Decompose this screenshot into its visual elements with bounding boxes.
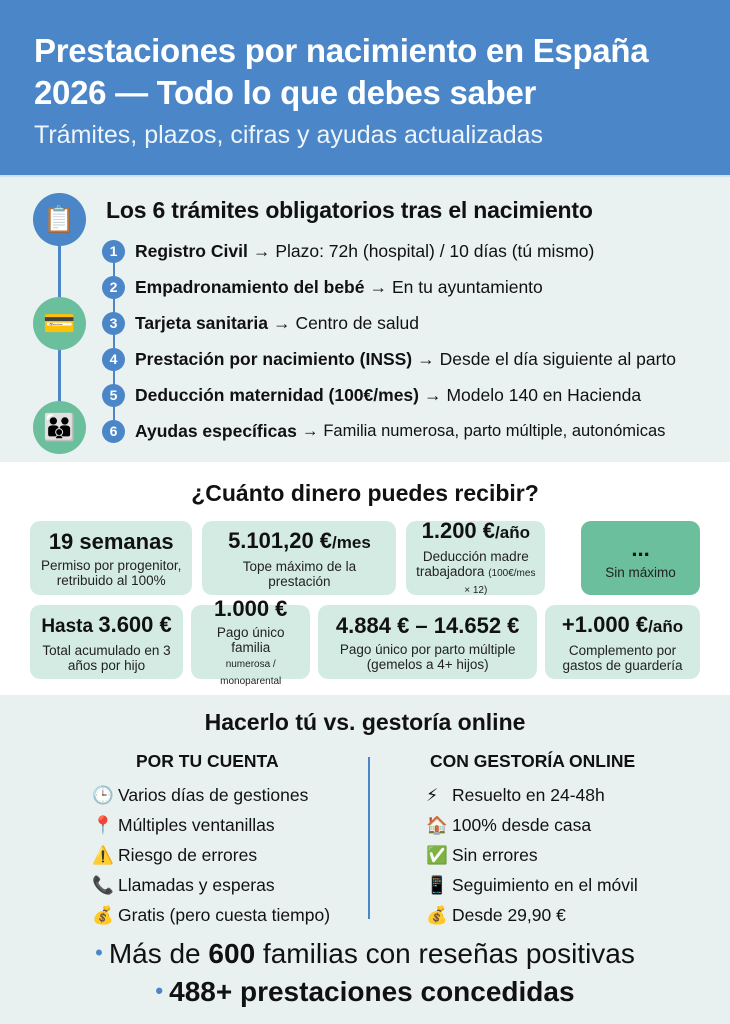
step-item bbox=[102, 341, 676, 377]
card-value bbox=[228, 528, 371, 556]
diy-item-text: Gratis (pero cuesta tiempo) bbox=[118, 905, 331, 925]
pin-icon: 📍 bbox=[92, 815, 114, 835]
money-section bbox=[0, 462, 730, 695]
card-value bbox=[422, 518, 530, 546]
cards-row-1 bbox=[0, 518, 730, 596]
step-number: 1 bbox=[102, 240, 125, 263]
step-name: Tarjeta sanitaria bbox=[135, 312, 268, 333]
reviews-stat bbox=[0, 935, 730, 972]
stat-card-highlight bbox=[581, 521, 700, 595]
stat-card bbox=[318, 605, 537, 679]
money-bag-icon: 💰 bbox=[92, 905, 114, 925]
card-description: Sin máximo bbox=[605, 565, 676, 580]
step-name: Ayudas específicas bbox=[135, 420, 297, 441]
diy-item bbox=[92, 900, 330, 930]
card-unit: /mes bbox=[332, 532, 371, 552]
gestoria-column bbox=[426, 751, 638, 930]
card-value: 19 semanas bbox=[48, 528, 174, 554]
granted-stat bbox=[0, 972, 730, 1011]
arrow-icon: → bbox=[272, 312, 291, 333]
arrow-icon: → bbox=[252, 240, 271, 261]
ellipsis-icon: ... bbox=[631, 536, 650, 561]
step-name: Prestación por nacimiento (INSS) bbox=[135, 348, 413, 369]
gestoria-item bbox=[426, 780, 638, 810]
card-desc-tiny: (100€/mes × 12) bbox=[464, 568, 536, 596]
step-number: 3 bbox=[102, 312, 125, 335]
reviews-post: familias con reseñas positivas bbox=[255, 938, 635, 969]
diy-item bbox=[92, 810, 330, 840]
money-title: ¿Cuánto dinero puedes recibir? bbox=[191, 480, 539, 506]
stat-card bbox=[406, 518, 545, 596]
gestoria-item bbox=[426, 810, 638, 840]
step-name: Registro Civil bbox=[135, 240, 248, 261]
cards-row-2 bbox=[0, 595, 730, 687]
title-line-1: Prestaciones por nacimiento en España bbox=[34, 32, 649, 69]
reviews-count: 600 bbox=[208, 938, 256, 969]
gestoria-item-text: Sin errores bbox=[452, 845, 538, 865]
steps-list bbox=[102, 233, 676, 449]
bullet-icon: • bbox=[155, 978, 164, 1003]
step-number: 5 bbox=[102, 384, 125, 407]
arrow-icon: → bbox=[417, 348, 435, 369]
diy-item-text: Llamadas y esperas bbox=[118, 875, 275, 895]
tramites-section bbox=[0, 175, 730, 462]
diy-item bbox=[92, 870, 330, 900]
gestoria-item bbox=[426, 840, 638, 870]
step-detail: Familia numerosa, parto múltiple, autonómicas bbox=[323, 421, 666, 440]
arrow-icon: → bbox=[369, 276, 387, 297]
page-subtitle: Trámites, plazos, cifras y ayudas actualizadas bbox=[34, 121, 544, 149]
arrow-icon: → bbox=[423, 384, 442, 405]
card-description: Complemento por gastos de guardería bbox=[562, 642, 683, 673]
step-item bbox=[102, 413, 676, 449]
card-amount: 3.600 € bbox=[98, 611, 172, 637]
clipboard-icon: 📋 bbox=[33, 193, 86, 246]
card-value: 1.000 € bbox=[214, 595, 288, 621]
card-description bbox=[197, 625, 304, 689]
card-description: Permiso por progenitor, retribuido al 100% bbox=[41, 557, 182, 588]
card-description: Total acumulado en 3 años por hijo bbox=[42, 642, 171, 673]
gestoria-item-text: 100% desde casa bbox=[452, 815, 592, 835]
card-description: Tope máximo de la prestación bbox=[242, 558, 357, 589]
diy-column bbox=[92, 751, 330, 930]
card-icon: 💳 bbox=[33, 297, 86, 350]
step-item bbox=[102, 305, 676, 341]
card-value bbox=[562, 612, 683, 640]
card-value: 4.884 € – 14.652 € bbox=[335, 612, 520, 638]
column-divider bbox=[368, 757, 370, 919]
social-proof bbox=[0, 935, 730, 1011]
diy-heading: POR TU CUENTA bbox=[136, 751, 279, 771]
step-item bbox=[102, 269, 676, 305]
step-detail: Plazo: 72h (hospital) / 10 días (tú mismo) bbox=[275, 240, 595, 261]
mobile-icon: 📱 bbox=[426, 875, 448, 895]
step-number: 4 bbox=[102, 348, 125, 371]
card-unit: /año bbox=[648, 616, 684, 636]
check-icon: ✅ bbox=[426, 845, 448, 865]
step-detail: Centro de salud bbox=[295, 312, 419, 333]
header-banner bbox=[0, 0, 730, 175]
family-icon: 👪 bbox=[33, 401, 86, 454]
card-amount: 5.101,20 € bbox=[228, 527, 333, 553]
page-title bbox=[34, 30, 696, 114]
gestoria-item-text: Desde 29,90 € bbox=[452, 905, 566, 925]
gestoria-item-text: Seguimiento en el móvil bbox=[452, 875, 638, 895]
bullet-icon: • bbox=[95, 940, 103, 965]
step-detail: Modelo 140 en Hacienda bbox=[446, 384, 642, 405]
gestoria-item bbox=[426, 870, 638, 900]
step-item bbox=[102, 233, 676, 269]
title-line-2: 2026 — Todo lo que debes saber bbox=[34, 74, 537, 111]
card-description bbox=[412, 549, 539, 598]
step-detail: En tu ayuntamiento bbox=[391, 276, 543, 297]
tramites-title: Los 6 trámites obligatorios tras el nacimiento bbox=[106, 197, 593, 223]
diy-item-text: Riesgo de errores bbox=[118, 845, 258, 865]
gestoria-item bbox=[426, 900, 638, 930]
card-desc-tiny: numerosa / monoparental bbox=[220, 658, 282, 687]
stat-card bbox=[30, 605, 183, 679]
step-detail: Desde el día siguiente al parto bbox=[439, 348, 677, 369]
step-number: 2 bbox=[102, 276, 125, 299]
warning-icon: ⚠️ bbox=[92, 845, 114, 865]
stat-card bbox=[30, 521, 192, 595]
house-icon: 🏠 bbox=[426, 815, 448, 835]
granted-text: 488+ prestaciones concedidas bbox=[169, 976, 575, 1007]
card-description: Pago único por parto múltiple (gemelos a 4+ hijos) bbox=[339, 641, 516, 672]
card-desc-text: Pago único familia bbox=[216, 624, 285, 655]
card-desc-text: Deducción madre trabajadora bbox=[416, 549, 529, 579]
reviews-pre: Más de bbox=[108, 938, 209, 969]
gestoria-heading: CON GESTORÍA ONLINE bbox=[430, 751, 636, 771]
lightning-icon: ⚡ bbox=[426, 785, 439, 805]
phone-icon: 📞 bbox=[92, 875, 114, 895]
comparison-section bbox=[0, 695, 730, 1024]
comparison-title: Hacerlo tú vs. gestoría online bbox=[204, 709, 526, 735]
clock-icon: 🕒 bbox=[92, 785, 114, 805]
diy-item bbox=[92, 780, 330, 810]
diy-item-text: Múltiples ventanillas bbox=[118, 815, 275, 835]
card-amount: +1.000 € bbox=[561, 611, 649, 637]
stat-card bbox=[202, 521, 396, 595]
card-amount: 1.200 € bbox=[421, 518, 496, 543]
stat-card bbox=[191, 595, 310, 687]
diy-item-text: Varios días de gestiones bbox=[118, 785, 309, 805]
stat-card bbox=[545, 605, 700, 679]
step-name: Empadronamiento del bebé bbox=[135, 276, 365, 297]
step-item bbox=[102, 377, 676, 413]
card-value bbox=[41, 612, 171, 640]
step-number: 6 bbox=[102, 420, 125, 443]
arrow-icon: → bbox=[301, 421, 319, 440]
gestoria-item-text: Resuelto en 24-48h bbox=[452, 785, 605, 805]
card-unit: /año bbox=[495, 523, 530, 542]
money-bag-icon: 💰 bbox=[426, 905, 448, 925]
card-prefix: Hasta bbox=[41, 615, 99, 637]
step-name: Deducción maternidad (100€/mes) bbox=[135, 384, 419, 405]
diy-item bbox=[92, 840, 330, 870]
